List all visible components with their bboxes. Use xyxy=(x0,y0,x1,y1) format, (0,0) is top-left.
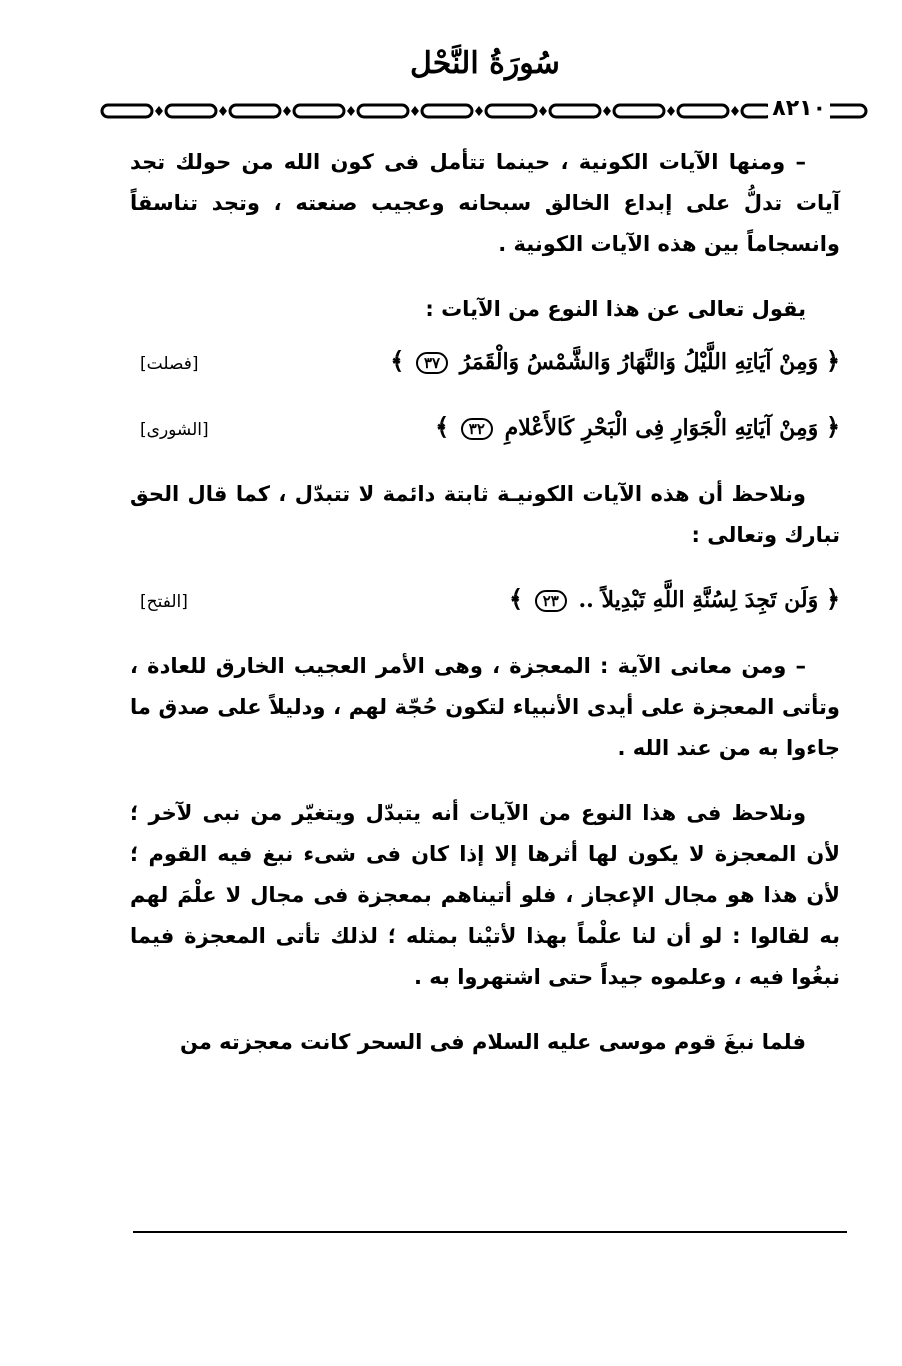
paragraph-cosmic-signs: – ومنها الآيات الكونية ، حينما تتأمل فى كون الله من حولك تجد آيات تدلُّ على إبداع الخالق سبحانه وعجيب صنعته ، وتجد تناسقاً وانسجاماً بين هذه الآيات الكونية . xyxy=(130,150,840,256)
page-header xyxy=(100,40,870,130)
verse-reference: [الفتح] xyxy=(140,592,188,612)
footer-divider xyxy=(133,1231,847,1233)
quran-verse xyxy=(390,346,840,375)
ayah-number: ٢٣ xyxy=(535,590,567,612)
verse-open-bracket: ﴿ xyxy=(825,412,840,441)
verse-close-bracket: ﴾ xyxy=(435,412,450,441)
page-content xyxy=(130,142,840,1087)
verse-reference: [الشورى] xyxy=(140,420,209,440)
quran-verse xyxy=(435,412,840,441)
paragraph-verse-intro: يقول تعالى عن هذا النوع من الآيات : xyxy=(425,297,806,321)
verse-text: وَمِنْ آيَاتِهِ الْجَوَارِ فِى الْبَحْرِ كَالأَعْلامِ xyxy=(504,415,819,441)
verse-open-bracket: ﴿ xyxy=(825,584,840,613)
ayah-number: ٣٧ xyxy=(416,352,448,374)
verse-row xyxy=(130,342,840,394)
verse-close-bracket: ﴾ xyxy=(390,346,405,375)
ayah-number: ٣٢ xyxy=(461,418,493,440)
page-number: ٨٢١٠ xyxy=(768,94,830,124)
quran-verse xyxy=(509,584,840,613)
paragraph-miracle-meaning: – ومن معانى الآية : المعجزة ، وهى الأمر العجيب الخارق للعادة ، وتأتى المعجزة على أيدى الأنبياء لتكون حُجّة لهم ، ودليلاً على صدق ما جاءوا به من عند الله . xyxy=(130,654,840,760)
verse-row xyxy=(130,408,840,460)
verse-reference: [فصلت] xyxy=(140,354,199,374)
verse-close-bracket: ﴾ xyxy=(508,584,524,613)
surah-title: سُورَةُ النَّحْل xyxy=(410,46,560,81)
paragraph-moses-magic: فلما نبغَ قوم موسى عليه السلام فى السحر كانت معجزته من xyxy=(179,1030,806,1054)
verse-text: وَمِنْ آيَاتِهِ اللَّيْلُ وَالنَّهَارُ وَالشَّمْسُ وَالْقَمَرُ xyxy=(459,349,819,375)
verse-open-bracket: ﴿ xyxy=(825,346,840,375)
decorative-border-ornament xyxy=(100,98,870,124)
verse-row xyxy=(130,580,840,632)
verse-text: وَلَن تَجِدَ لِسُنَّةِ اللَّهِ تَبْدِيلاً .. xyxy=(578,587,819,613)
paragraph-constant-signs: ونلاحظ أن هذه الآيات الكونيـة ثابتة دائمة لا تتبدّل ، كما قال الحق تبارك وتعالى : xyxy=(130,482,840,547)
paragraph-miracle-changes: ونلاحظ فى هذا النوع من الآيات أنه يتبدّل ويتغيّر من نبى لآخر ؛ لأن المعجزة لا يكون لها أثرها إلا إذا كان فى شىء نبغ فيه القوم ؛ لأن هذا هو مجال الإعجاز ، فلو أتيناهم بمعجزة فى مجال لا علْمَ لهم به لقالوا : لو أن لنا علْماً بهذا لأتيْنا بمثله ؛ لذلك تأتى المعجزة فيما نبغُوا فيه ، وعلموه جيداً حتى اشتهروا به . xyxy=(130,801,840,989)
